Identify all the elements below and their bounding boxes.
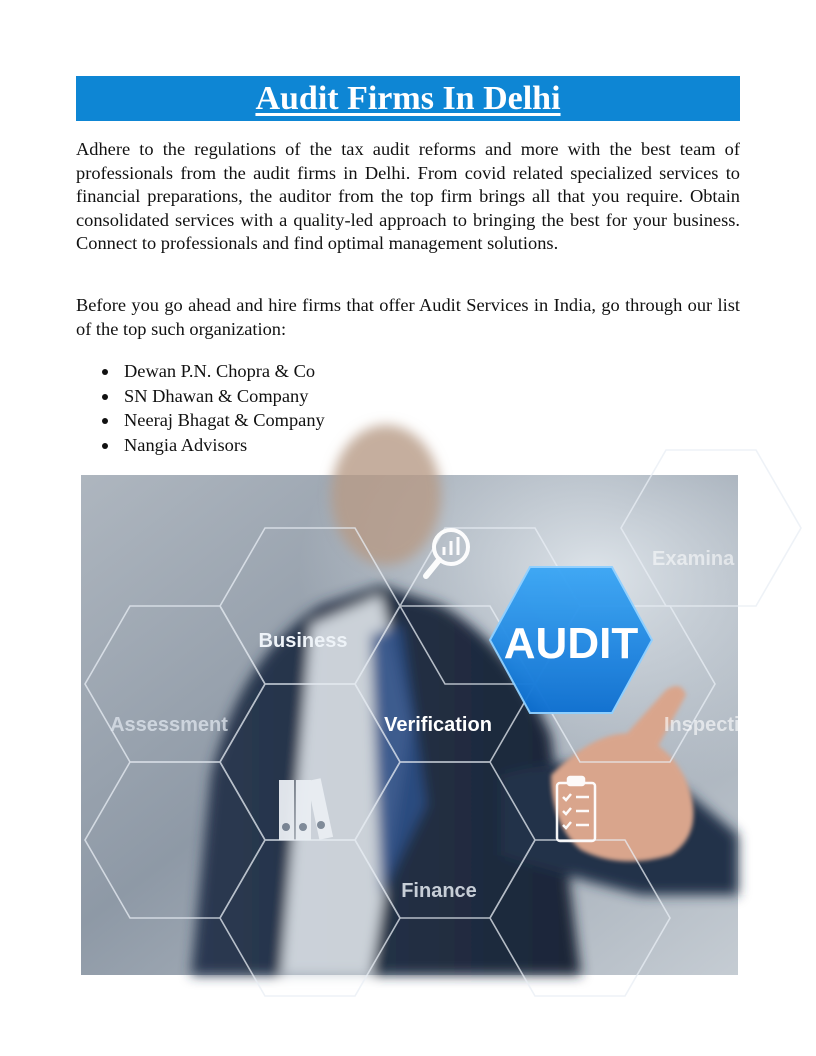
business-label: Business: [258, 630, 348, 652]
finance-label: Finance: [401, 880, 477, 902]
list-intro-paragraph: Before you go ahead and hire firms that offer Audit Services in India, go through our list of the top such organization:: [76, 295, 740, 339]
title-banner: [76, 76, 740, 121]
examination-label: Examina: [652, 548, 735, 570]
list-item: Neeraj Bhagat & Company: [100, 408, 325, 433]
assessment-label: Assessment: [110, 714, 228, 736]
firm-list: [100, 359, 325, 457]
verification-label: Verification: [384, 714, 492, 736]
inspection-label: Inspectio: [664, 714, 752, 736]
list-item: Dewan P.N. Chopra & Co: [100, 359, 325, 384]
bullet-icon: [102, 443, 108, 449]
audit-hexagon-photo: [81, 475, 752, 975]
bullet-icon: [102, 369, 108, 375]
bullet-icon: [102, 418, 108, 424]
bullet-icon: [102, 394, 108, 400]
list-item: SN Dhawan & Company: [100, 384, 325, 409]
page-title: Audit Firms In Delhi: [255, 80, 561, 117]
intro-paragraph: Adhere to the regulations of the tax audit reforms and more with the best team of professionals from the audit firms in Delhi. From covid related specialized services to financial preparations, the auditor from the top firm brings all that you require. Obtain consolidated services with a quality-led approach to bringing the best for your business. Connect to professionals and find optimal management solutions.: [76, 139, 740, 254]
list-item: Nangia Advisors: [100, 433, 325, 458]
audit-label: AUDIT: [503, 619, 639, 668]
